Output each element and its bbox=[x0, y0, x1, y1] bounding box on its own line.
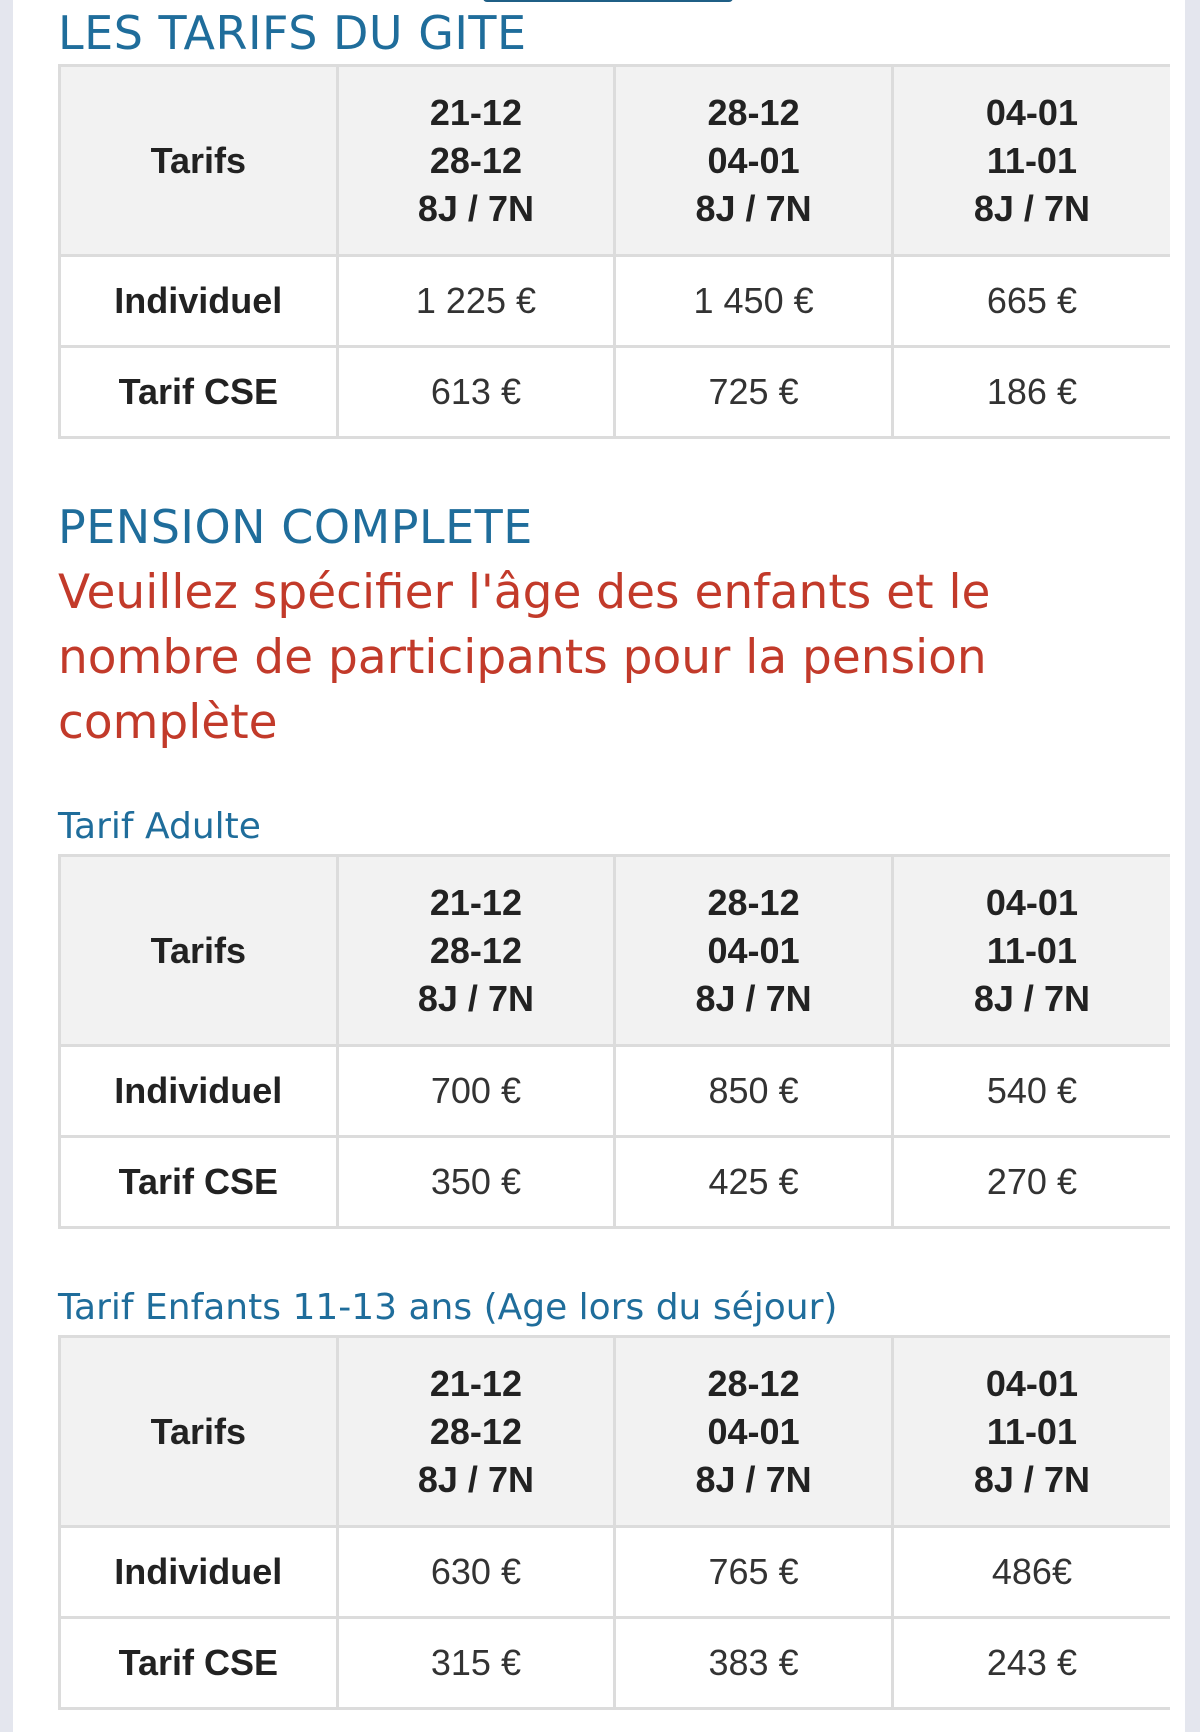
price-cell: 540 € bbox=[892, 1046, 1170, 1137]
period-header-cell: 21-12 28-12 8J / 7N bbox=[337, 1337, 615, 1527]
price-cell: 765 € bbox=[615, 1527, 893, 1618]
top-pill-decoration bbox=[483, 0, 733, 2]
page bbox=[13, 0, 1185, 1732]
period-header-cell: 04-01 11-01 8J / 7N bbox=[892, 856, 1170, 1046]
row-label: Individuel bbox=[60, 1046, 338, 1137]
row-label: Tarif CSE bbox=[60, 1137, 338, 1228]
adult-tarifs-table bbox=[58, 854, 1170, 1229]
children-tarifs-table bbox=[58, 1335, 1170, 1710]
gite-tarifs-table bbox=[58, 64, 1170, 439]
row-label: Individuel bbox=[60, 256, 338, 347]
table-row bbox=[60, 1618, 1171, 1709]
table-row bbox=[60, 1137, 1171, 1228]
table-row bbox=[60, 1046, 1171, 1137]
table-header-row bbox=[60, 66, 1171, 256]
table-row bbox=[60, 1527, 1171, 1618]
price-cell: 186 € bbox=[892, 347, 1170, 438]
table-corner-cell: Tarifs bbox=[60, 856, 338, 1046]
price-cell: 630 € bbox=[337, 1527, 615, 1618]
price-cell: 486€ bbox=[892, 1527, 1170, 1618]
period-header-cell: 21-12 28-12 8J / 7N bbox=[337, 66, 615, 256]
period-header-cell: 21-12 28-12 8J / 7N bbox=[337, 856, 615, 1046]
price-cell: 1 225 € bbox=[337, 256, 615, 347]
price-cell: 315 € bbox=[337, 1618, 615, 1709]
adult-tarif-title: Tarif Adulte bbox=[58, 806, 261, 847]
period-header-cell: 28-12 04-01 8J / 7N bbox=[615, 66, 893, 256]
period-header-cell: 04-01 11-01 8J / 7N bbox=[892, 1337, 1170, 1527]
table-row bbox=[60, 256, 1171, 347]
price-cell: 270 € bbox=[892, 1137, 1170, 1228]
row-label: Individuel bbox=[60, 1527, 338, 1618]
table-corner-cell: Tarifs bbox=[60, 1337, 338, 1527]
row-label: Tarif CSE bbox=[60, 1618, 338, 1709]
pension-notice: Veuillez spécifier l'âge des enfants et le nombre de participants pour la pension complète bbox=[58, 565, 991, 750]
price-cell: 1 450 € bbox=[615, 256, 893, 347]
row-label: Tarif CSE bbox=[60, 347, 338, 438]
price-cell: 725 € bbox=[615, 347, 893, 438]
price-cell: 665 € bbox=[892, 256, 1170, 347]
price-cell: 425 € bbox=[615, 1137, 893, 1228]
period-header-cell: 04-01 11-01 8J / 7N bbox=[892, 66, 1170, 256]
price-cell: 243 € bbox=[892, 1618, 1170, 1709]
table-header-row bbox=[60, 856, 1171, 1046]
price-cell: 350 € bbox=[337, 1137, 615, 1228]
price-cell: 613 € bbox=[337, 347, 615, 438]
pension-section-title: PENSION COMPLETE bbox=[58, 500, 533, 554]
period-header-cell: 28-12 04-01 8J / 7N bbox=[615, 1337, 893, 1527]
table-header-row bbox=[60, 1337, 1171, 1527]
table-corner-cell: Tarifs bbox=[60, 66, 338, 256]
period-header-cell: 28-12 04-01 8J / 7N bbox=[615, 856, 893, 1046]
table-row bbox=[60, 347, 1171, 438]
price-cell: 700 € bbox=[337, 1046, 615, 1137]
gite-section-title: LES TARIFS DU GITE bbox=[58, 6, 527, 60]
price-cell: 383 € bbox=[615, 1618, 893, 1709]
price-cell: 850 € bbox=[615, 1046, 893, 1137]
children-tarif-title: Tarif Enfants 11-13 ans (Age lors du séjour) bbox=[58, 1287, 838, 1328]
